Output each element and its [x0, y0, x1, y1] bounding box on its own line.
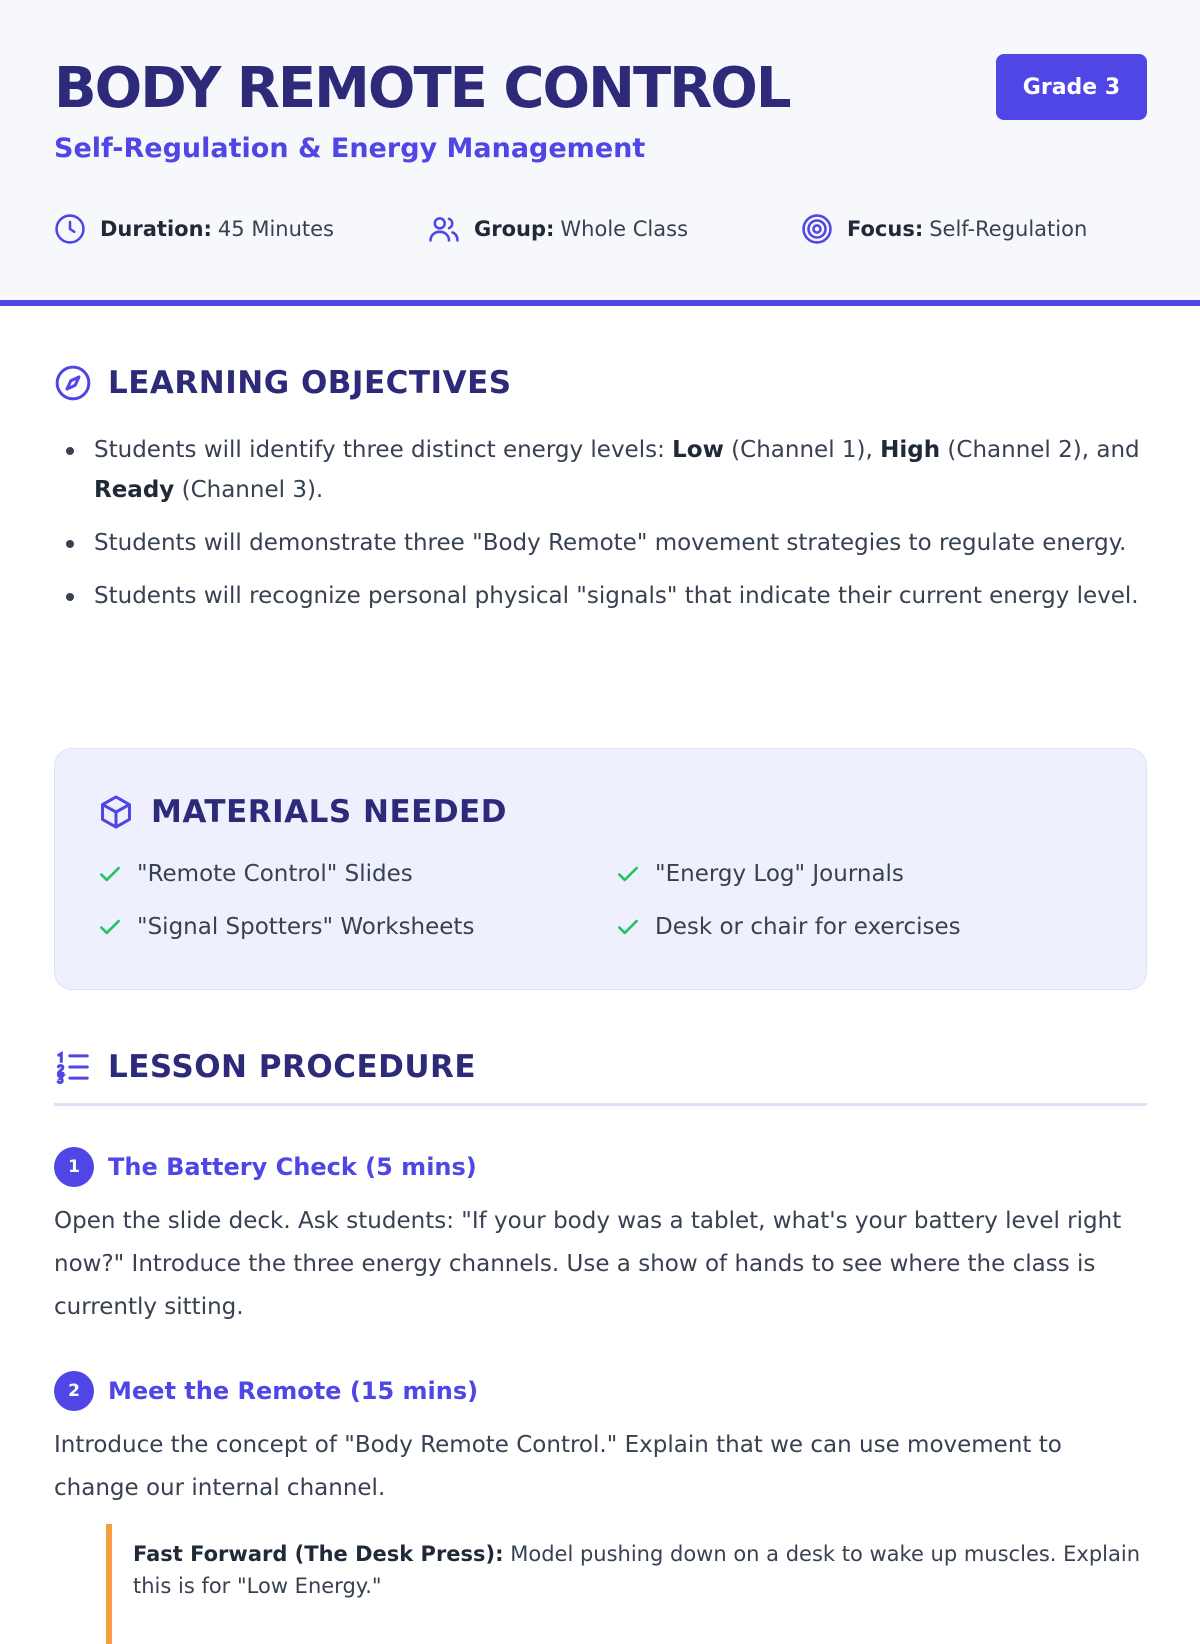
meta-label: Group: — [474, 217, 555, 241]
material-item — [615, 914, 961, 940]
objective-text: (Channel 1), — [723, 437, 881, 463]
section-divider — [54, 1103, 1147, 1106]
meta-value: 45 Minutes — [217, 217, 334, 241]
objectives-list — [54, 430, 1154, 629]
compass-icon — [54, 364, 92, 402]
materials-heading — [97, 793, 507, 831]
material-text: "Signal Spotters" Worksheets — [137, 914, 475, 940]
check-icon — [97, 914, 123, 940]
step-title: The Battery Check (5 mins) — [108, 1153, 477, 1181]
section-title-text: LEARNING OBJECTIVES — [108, 365, 512, 401]
users-icon — [427, 212, 461, 246]
clock-icon — [53, 212, 87, 246]
target-icon — [800, 212, 834, 246]
step-number-badge: 1 — [54, 1147, 94, 1187]
meta-label: Focus: — [847, 217, 924, 241]
meta-value: Self-Regulation — [929, 217, 1088, 241]
callout-text: Model pushing down on a desk to wake up muscles. Explain this is for "Low Energy." — [133, 1542, 1141, 1598]
check-icon — [615, 914, 641, 940]
objective-emphasis: Low — [672, 437, 724, 463]
step-number-badge: 2 — [54, 1371, 94, 1411]
meta-value: Whole Class — [560, 217, 689, 241]
material-item — [615, 861, 904, 887]
callout-label: Fast Forward (The Desk Press): — [133, 1542, 504, 1566]
step-header — [54, 1147, 477, 1187]
step-header — [54, 1371, 478, 1411]
material-item — [97, 861, 413, 887]
material-text: Desk or chair for exercises — [655, 914, 961, 940]
meta-duration — [53, 212, 334, 246]
grade-badge: Grade 3 — [996, 54, 1147, 120]
list-item: Students will recognize personal physical "signals" that indicate their current energy level. — [54, 576, 1154, 616]
material-text: "Energy Log" Journals — [655, 861, 904, 887]
list-item — [54, 430, 1154, 510]
objectives-heading — [54, 364, 512, 402]
step-description: Open the slide deck. Ask students: "If your body was a tablet, what's your battery level right now?" Introduce the three energy channels. Use a show of hands to see where the class is currently sitting. — [54, 1208, 1122, 1320]
objective-emphasis: Ready — [94, 477, 175, 503]
materials-box — [54, 748, 1147, 990]
step-description: Introduce the concept of "Body Remote Control." Explain that we can use movement to change our internal channel. — [54, 1432, 1062, 1501]
page-subtitle: Self-Regulation & Energy Management — [54, 133, 646, 164]
numbered-list-icon — [54, 1048, 92, 1086]
list-item: Students will demonstrate three "Body Remote" movement strategies to regulate energy. — [54, 523, 1154, 563]
page-title: BODY REMOTE CONTROL — [54, 56, 790, 121]
procedure-heading — [54, 1048, 476, 1086]
section-title-text: MATERIALS NEEDED — [151, 794, 507, 830]
strategy-callout — [106, 1524, 1147, 1644]
objective-text: (Channel 3). — [174, 477, 324, 503]
meta-focus — [800, 212, 1087, 246]
material-item — [97, 914, 474, 940]
box-icon — [97, 793, 135, 831]
meta-group — [427, 212, 688, 246]
lesson-header — [0, 0, 1200, 306]
objective-emphasis: High — [880, 437, 941, 463]
meta-label: Duration: — [100, 217, 212, 241]
step-title: Meet the Remote (15 mins) — [108, 1377, 479, 1405]
objective-text: Students will identify three distinct energy levels: — [94, 437, 673, 463]
material-text: "Remote Control" Slides — [137, 861, 413, 887]
check-icon — [615, 861, 641, 887]
objective-text: (Channel 2), and — [940, 437, 1140, 463]
check-icon — [97, 861, 123, 887]
section-title-text: LESSON PROCEDURE — [108, 1049, 477, 1085]
